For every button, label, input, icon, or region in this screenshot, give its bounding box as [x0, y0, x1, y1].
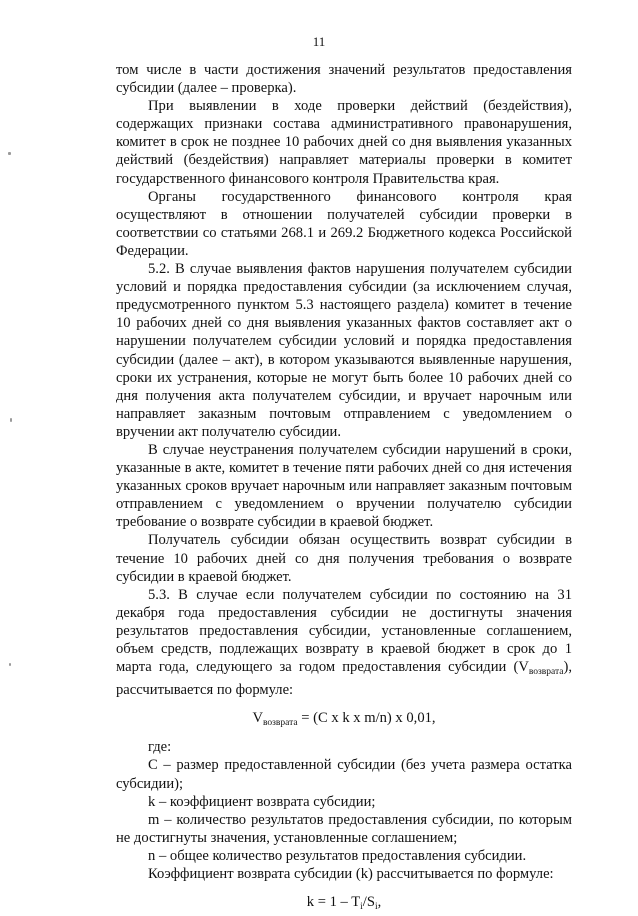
definition-k: k – коэффициент возврата субсидии; — [148, 793, 376, 810]
paragraph-continuation: том числе в части достижения значений результатов предоставления субсидии (далее – проверка). — [116, 62, 572, 97]
paragraph-5-3-subscript: возврата — [528, 667, 564, 678]
definition-m: m – количество результатов предоставления субсидии, по которым не достигнуты значения, установленные соглашением; — [116, 811, 572, 846]
paragraph-financial-control: Органы государственного финансового контроля края осуществляют в отношении получателей субсидии проверки в соответствии со статьями 268.1 и 269.2 Бюджетного кодекса Российской Федерации. — [116, 188, 572, 259]
definition-n: n – общее количество результатов предоставления субсидии. — [148, 847, 527, 864]
scan-speck — [10, 418, 12, 422]
formula2-sub-s: i — [374, 902, 378, 913]
paragraph-5-3-text: 5.3. В случае если получателем субсидии по состоянию на 31 декабря года предоставления субсидии не достигнуты значения результатов предоставления субсидии, установленные соглашением, объем средств, подлежащих возврату в краевой бюджет в срок до 1 марта года, следующего за годом предоставления субсидии (V — [116, 586, 572, 676]
definition-c: С – размер предоставленной субсидии (без учета размера остатка субсидии); — [116, 757, 572, 792]
paragraph-5-3 — [116, 586, 572, 700]
coefficient-intro: Коэффициент возврата субсидии (k) рассчитывается по формуле: — [148, 866, 554, 883]
formula-lhs-subscript: возврата — [262, 718, 298, 729]
paragraph-5-3-tail: ), рассчитывается по формуле: — [116, 659, 572, 699]
formula2-sub-t: i — [360, 902, 363, 913]
page-number: 11 — [312, 34, 326, 49]
formula-lhs: V — [252, 710, 263, 727]
paragraph-non-elimination: В случае неустранения получателем субсидии нарушений в сроки, указанные в акте, комитет в течение пяти рабочих дней со дня истечения указанных сроков вручает нарочным или направляет заказным почтовым отправлением с уведомлением о вручении получателю субсидии требование о возврате субсидии в краевой бюджет. — [116, 441, 572, 531]
document-body — [116, 61, 572, 916]
formula2-start: k = 1 – T — [306, 894, 361, 911]
scan-speck — [9, 663, 11, 666]
where-label: где: — [148, 739, 172, 756]
paragraph-refund-obligation: Получатель субсидии обязан осуществить возврат субсидии в течение 10 рабочих дней со дня получения требования о возврате субсидии в краевой бюджет. — [116, 532, 572, 585]
formula-rhs: = (C x k x m/n) x 0,01, — [297, 710, 436, 727]
scan-speck — [8, 152, 11, 155]
formula2-mid: /S — [362, 894, 375, 911]
formula2-end: , — [377, 894, 382, 911]
formula-refund-volume — [116, 709, 572, 732]
paragraph-violation-check: При выявлении в ходе проверки действий (бездействия), содержащих признаки состава административного правонарушения, комитет в срок не позднее 10 рабочих дней со дня выявления указанных действий (бездействия) направляет материалы проверки в комитет государственного финансового контроля Правительства края. — [116, 98, 572, 187]
paragraph-5-2: 5.2. В случае выявления фактов нарушения получателем субсидии условий и порядка предоставления субсидии (за исключением случая, предусмотренного пунктом 5.3 настоящего раздела) комитет в течение 10 рабочих дней со дня выявления указанных фактов составляет акт о нарушении получателем субсидии условий и порядка предоставления субсидии (далее – акт), в котором указываются выявленные нарушения, сроки их устранения, которые не могут быть более 10 рабочих дней со дня получения акта получателем субсидии, и вручает нарочным или направляет заказным почтовым отправлением с уведомлением о вручении акт получателю субсидии. — [116, 261, 572, 440]
